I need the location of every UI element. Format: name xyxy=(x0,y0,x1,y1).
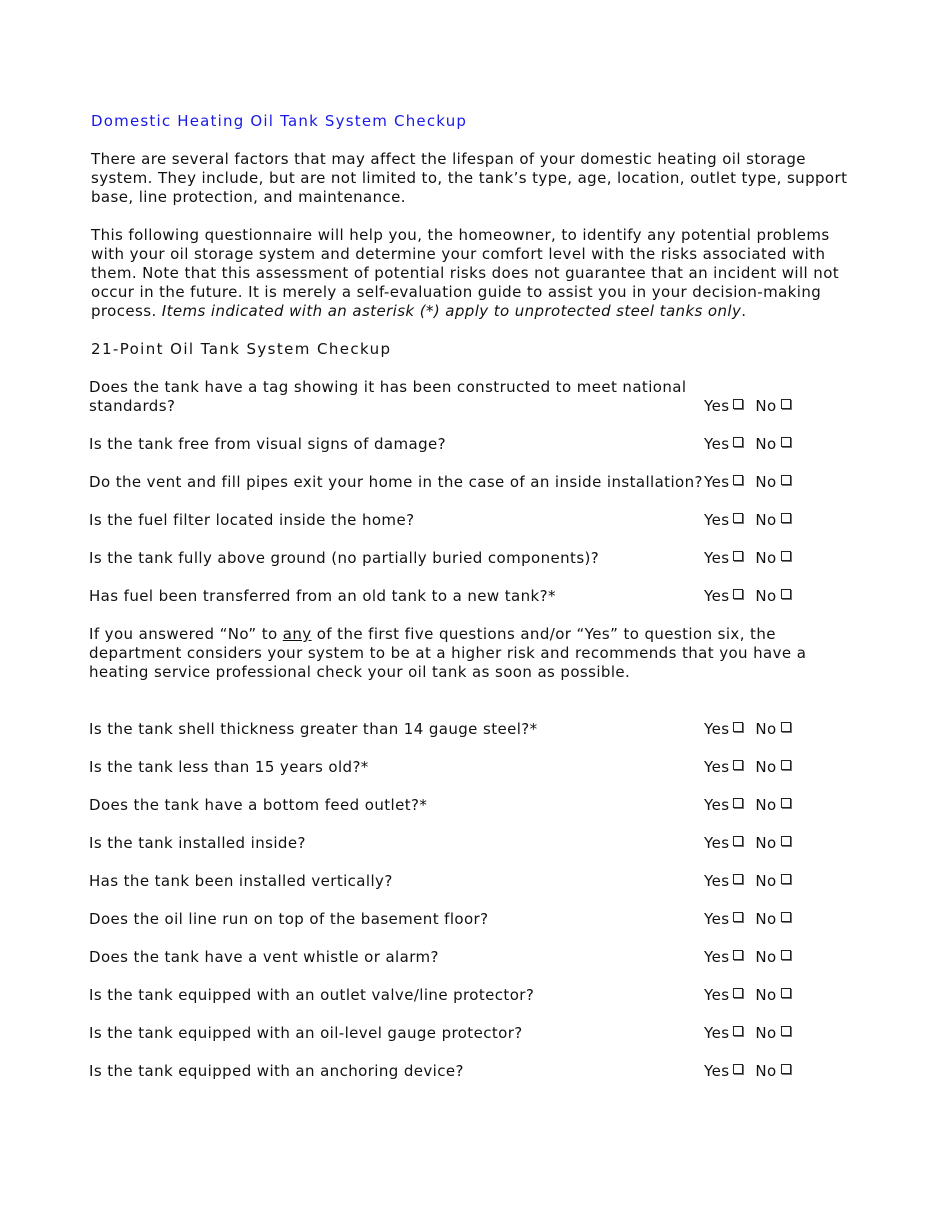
note-text-rest: of the first five questions and/or “Yes” to question six, the department considers your system to be at a higher risk and recommends that you have a heating service professional check your oil tank as soon as possible. xyxy=(89,625,807,681)
no-checkbox[interactable] xyxy=(781,836,791,846)
yes-label: Yes xyxy=(704,948,730,966)
yes-label: Yes xyxy=(704,872,730,890)
yes-checkbox[interactable] xyxy=(733,912,743,922)
answer-row-13 xyxy=(704,948,791,967)
question-13: Does the tank have a vent whistle or alarm? xyxy=(89,948,439,966)
no-checkbox[interactable] xyxy=(781,950,791,960)
note-emphasis: any xyxy=(282,625,312,643)
question-14: Is the tank equipped with an outlet valve/line protector? xyxy=(89,986,535,1004)
no-checkbox[interactable] xyxy=(781,988,791,998)
yes-checkbox[interactable] xyxy=(733,399,743,409)
answer-row-1 xyxy=(704,397,791,416)
answer-row-10 xyxy=(704,834,791,853)
question-10: Is the tank installed inside? xyxy=(89,834,306,852)
no-label: No xyxy=(755,758,777,776)
answer-row-4 xyxy=(704,511,791,530)
answer-row-7 xyxy=(704,720,791,739)
no-checkbox[interactable] xyxy=(781,1026,791,1036)
question-15: Is the tank equipped with an oil-level gauge protector? xyxy=(89,1024,523,1042)
yes-checkbox[interactable] xyxy=(733,1064,743,1074)
yes-checkbox[interactable] xyxy=(733,950,743,960)
yes-checkbox[interactable] xyxy=(733,760,743,770)
intro-paragraph-2 xyxy=(91,226,861,321)
answer-row-8 xyxy=(704,758,791,777)
yes-checkbox[interactable] xyxy=(733,513,743,523)
document-title: Domestic Heating Oil Tank System Checkup xyxy=(91,112,468,130)
yes-label: Yes xyxy=(704,720,730,738)
no-checkbox[interactable] xyxy=(781,912,791,922)
question-12: Does the oil line run on top of the basement floor? xyxy=(89,910,489,928)
yes-label: Yes xyxy=(704,910,730,928)
answer-row-6 xyxy=(704,587,791,606)
question-3: Do the vent and fill pipes exit your home in the case of an inside installation? xyxy=(89,473,703,491)
answer-row-11 xyxy=(704,872,791,891)
no-label: No xyxy=(755,948,777,966)
checklist-heading: 21-Point Oil Tank System Checkup xyxy=(91,340,392,358)
asterisk-note: Items indicated with an asterisk (*) apply to unprotected steel tanks only xyxy=(161,302,742,320)
yes-label: Yes xyxy=(704,473,730,491)
yes-checkbox[interactable] xyxy=(733,798,743,808)
question-7: Is the tank shell thickness greater than 14 gauge steel?* xyxy=(89,720,538,738)
question-4: Is the fuel filter located inside the home? xyxy=(89,511,415,529)
yes-checkbox[interactable] xyxy=(733,437,743,447)
yes-checkbox[interactable] xyxy=(733,1026,743,1036)
question-11: Has the tank been installed vertically? xyxy=(89,872,393,890)
question-8: Is the tank less than 15 years old?* xyxy=(89,758,369,776)
answer-row-9 xyxy=(704,796,791,815)
answer-row-5 xyxy=(704,549,791,568)
answer-row-16 xyxy=(704,1062,791,1081)
risk-note xyxy=(89,625,829,682)
no-label: No xyxy=(755,397,777,415)
no-checkbox[interactable] xyxy=(781,513,791,523)
intro-text: This following questionnaire will help you, the homeowner, to identify any potential problems with your oil storage system and determine your comfort level with the risks associated with them. Note that this assessment of potential risks does not guarantee that an incident will not occur in the future. It is merely a self-evaluation guide to assist you in your decision-making process. xyxy=(91,226,840,320)
yes-checkbox[interactable] xyxy=(733,551,743,561)
no-checkbox[interactable] xyxy=(781,589,791,599)
no-label: No xyxy=(755,796,777,814)
answer-row-15 xyxy=(704,1024,791,1043)
no-label: No xyxy=(755,720,777,738)
answer-row-12 xyxy=(704,910,791,929)
yes-label: Yes xyxy=(704,986,730,1004)
yes-label: Yes xyxy=(704,758,730,776)
yes-checkbox[interactable] xyxy=(733,836,743,846)
question-9: Does the tank have a bottom feed outlet?* xyxy=(89,796,428,814)
yes-label: Yes xyxy=(704,397,730,415)
no-label: No xyxy=(755,587,777,605)
no-label: No xyxy=(755,872,777,890)
yes-label: Yes xyxy=(704,796,730,814)
no-checkbox[interactable] xyxy=(781,475,791,485)
no-checkbox[interactable] xyxy=(781,551,791,561)
no-label: No xyxy=(755,1062,777,1080)
no-label: No xyxy=(755,435,777,453)
yes-label: Yes xyxy=(704,511,730,529)
yes-label: Yes xyxy=(704,834,730,852)
answer-row-3 xyxy=(704,473,791,492)
no-label: No xyxy=(755,511,777,529)
yes-checkbox[interactable] xyxy=(733,874,743,884)
no-checkbox[interactable] xyxy=(781,798,791,808)
no-checkbox[interactable] xyxy=(781,874,791,884)
question-2: Is the tank free from visual signs of damage? xyxy=(89,435,446,453)
intro-paragraph-1: There are several factors that may affect the lifespan of your domestic heating oil storage system. They include, but are not limited to, the tank’s type, age, location, outlet type, support base, line protection, and maintenance. xyxy=(91,150,848,206)
no-checkbox[interactable] xyxy=(781,760,791,770)
no-checkbox[interactable] xyxy=(781,722,791,732)
answer-row-14 xyxy=(704,986,791,1005)
yes-checkbox[interactable] xyxy=(733,722,743,732)
no-label: No xyxy=(755,1024,777,1042)
no-label: No xyxy=(755,986,777,1004)
no-checkbox[interactable] xyxy=(781,399,791,409)
yes-label: Yes xyxy=(704,1024,730,1042)
question-6: Has fuel been transferred from an old tank to a new tank?* xyxy=(89,587,556,605)
no-checkbox[interactable] xyxy=(781,1064,791,1074)
yes-label: Yes xyxy=(704,549,730,567)
no-label: No xyxy=(755,910,777,928)
yes-label: Yes xyxy=(704,435,730,453)
yes-checkbox[interactable] xyxy=(733,988,743,998)
question-16: Is the tank equipped with an anchoring device? xyxy=(89,1062,464,1080)
no-label: No xyxy=(755,834,777,852)
question-1: Does the tank have a tag showing it has been constructed to meet national standards? xyxy=(89,378,687,415)
no-label: No xyxy=(755,473,777,491)
note-text: If you answered “No” to xyxy=(89,625,283,643)
yes-checkbox[interactable] xyxy=(733,475,743,485)
no-checkbox[interactable] xyxy=(781,437,791,447)
yes-label: Yes xyxy=(704,1062,730,1080)
yes-checkbox[interactable] xyxy=(733,589,743,599)
no-label: No xyxy=(755,549,777,567)
question-5: Is the tank fully above ground (no partially buried components)? xyxy=(89,549,600,567)
answer-row-2 xyxy=(704,435,791,454)
yes-label: Yes xyxy=(704,587,730,605)
intro-end: . xyxy=(741,302,747,320)
